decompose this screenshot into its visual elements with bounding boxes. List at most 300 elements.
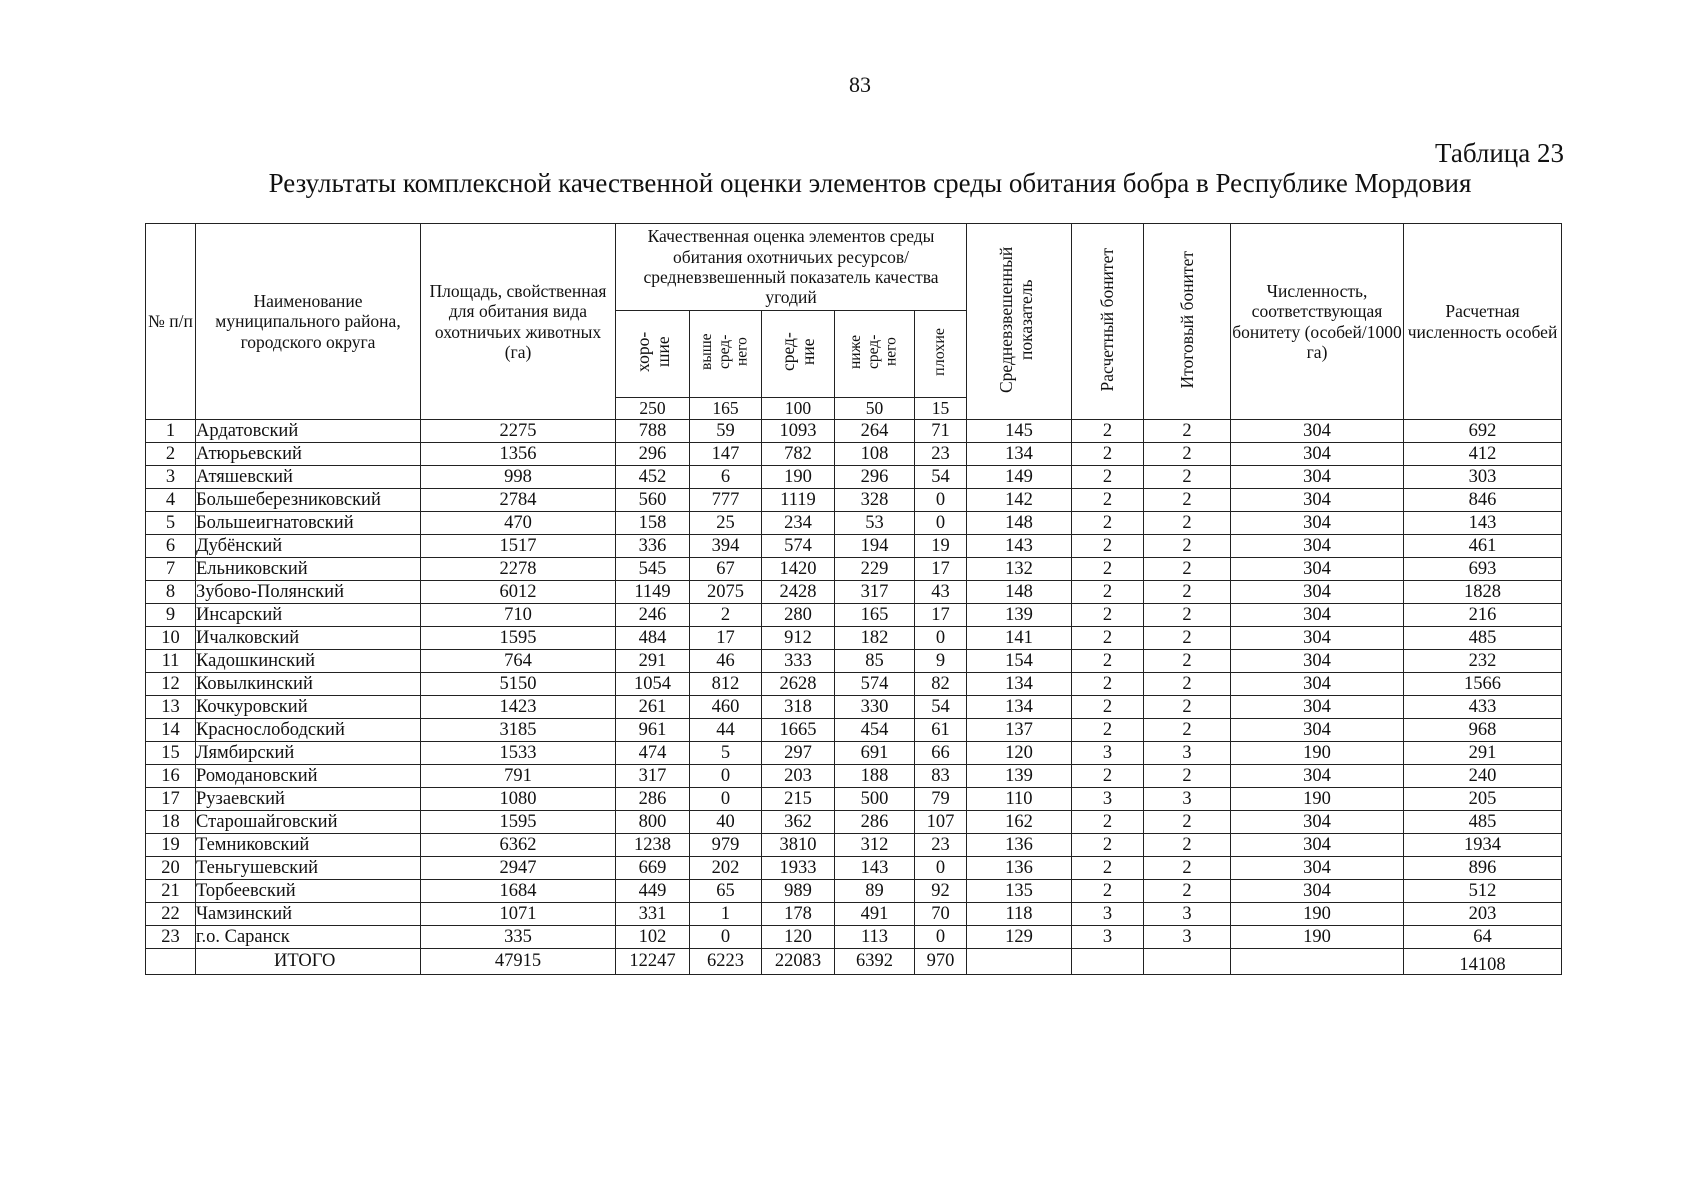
table-row xyxy=(146,834,1562,857)
weighted: 143 xyxy=(967,535,1072,558)
weighted: 162 xyxy=(967,811,1072,834)
row-num: 18 xyxy=(146,811,196,834)
above-avg: 17 xyxy=(690,627,762,650)
row-num: 3 xyxy=(146,466,196,489)
table-row xyxy=(146,443,1562,466)
district-name: Кочкуровский xyxy=(196,696,421,719)
calc-bonitet: 3 xyxy=(1072,742,1144,765)
total-area: 47915 xyxy=(421,949,616,975)
area: 791 xyxy=(421,765,616,788)
final-bonitet: 2 xyxy=(1144,650,1231,673)
calc-count: 461 xyxy=(1404,535,1562,558)
density: 304 xyxy=(1231,535,1404,558)
calc-bonitet: 2 xyxy=(1072,443,1144,466)
density: 304 xyxy=(1231,880,1404,903)
final-bonitet: 3 xyxy=(1144,926,1231,949)
table-row xyxy=(146,466,1562,489)
calc-bonitet: 2 xyxy=(1072,880,1144,903)
final-bonitet: 2 xyxy=(1144,696,1231,719)
weighted: 145 xyxy=(967,420,1072,443)
bad: 0 xyxy=(915,489,967,512)
header-density: Численность, соответствующая бонитету (особей/1000 га) xyxy=(1231,224,1404,420)
weighted: 139 xyxy=(967,604,1072,627)
row-num: 20 xyxy=(146,857,196,880)
area: 2275 xyxy=(421,420,616,443)
area: 1356 xyxy=(421,443,616,466)
below-avg: 85 xyxy=(835,650,915,673)
weight-above-avg: 165 xyxy=(690,398,762,420)
bad: 17 xyxy=(915,604,967,627)
header-final-bonitet-text: Итоговый бонитет xyxy=(1176,250,1197,389)
calc-bonitet: 3 xyxy=(1072,788,1144,811)
final-bonitet: 2 xyxy=(1144,719,1231,742)
calc-bonitet: 2 xyxy=(1072,512,1144,535)
district-name: Большеберезниковский xyxy=(196,489,421,512)
area: 1080 xyxy=(421,788,616,811)
table-row xyxy=(146,880,1562,903)
row-num: 13 xyxy=(146,696,196,719)
above-avg: 0 xyxy=(690,926,762,949)
bad: 71 xyxy=(915,420,967,443)
weighted: 134 xyxy=(967,673,1072,696)
weighted: 149 xyxy=(967,466,1072,489)
header-final-bonitet xyxy=(1144,224,1231,420)
bad: 23 xyxy=(915,834,967,857)
area: 3185 xyxy=(421,719,616,742)
row-num: 16 xyxy=(146,765,196,788)
avg: 362 xyxy=(762,811,835,834)
density: 304 xyxy=(1231,834,1404,857)
density: 304 xyxy=(1231,765,1404,788)
row-num: 7 xyxy=(146,558,196,581)
district-name: Ковылкинский xyxy=(196,673,421,696)
below-avg: 194 xyxy=(835,535,915,558)
above-avg: 59 xyxy=(690,420,762,443)
total-avg: 22083 xyxy=(762,949,835,975)
weighted: 136 xyxy=(967,834,1072,857)
table-body xyxy=(146,420,1562,949)
header-num: № п/п xyxy=(146,224,196,420)
area: 335 xyxy=(421,926,616,949)
header-above-avg-text: выше сред-него xyxy=(697,333,751,371)
weight-avg: 100 xyxy=(762,398,835,420)
row-num: 19 xyxy=(146,834,196,857)
avg: 1093 xyxy=(762,420,835,443)
below-avg: 330 xyxy=(835,696,915,719)
good: 286 xyxy=(616,788,690,811)
bad: 54 xyxy=(915,466,967,489)
calc-bonitet: 2 xyxy=(1072,650,1144,673)
avg: 989 xyxy=(762,880,835,903)
bad: 0 xyxy=(915,926,967,949)
calc-count: 485 xyxy=(1404,627,1562,650)
avg: 3810 xyxy=(762,834,835,857)
row-num: 17 xyxy=(146,788,196,811)
above-avg: 0 xyxy=(690,788,762,811)
bad: 0 xyxy=(915,627,967,650)
final-bonitet: 2 xyxy=(1144,880,1231,903)
total-bad: 970 xyxy=(915,949,967,975)
below-avg: 188 xyxy=(835,765,915,788)
below-avg: 296 xyxy=(835,466,915,489)
table-row xyxy=(146,719,1562,742)
row-num: 6 xyxy=(146,535,196,558)
table-row xyxy=(146,604,1562,627)
final-bonitet: 3 xyxy=(1144,788,1231,811)
weighted: 134 xyxy=(967,443,1072,466)
district-name: Чамзинский xyxy=(196,903,421,926)
good: 788 xyxy=(616,420,690,443)
good: 102 xyxy=(616,926,690,949)
table-row xyxy=(146,857,1562,880)
below-avg: 317 xyxy=(835,581,915,604)
header-bad-text: плохие xyxy=(931,327,949,376)
avg: 333 xyxy=(762,650,835,673)
final-bonitet: 2 xyxy=(1144,535,1231,558)
calc-count: 1566 xyxy=(1404,673,1562,696)
good: 291 xyxy=(616,650,690,673)
calc-count: 968 xyxy=(1404,719,1562,742)
above-avg: 147 xyxy=(690,443,762,466)
final-bonitet: 3 xyxy=(1144,903,1231,926)
weighted: 141 xyxy=(967,627,1072,650)
final-bonitet: 2 xyxy=(1144,558,1231,581)
row-num: 10 xyxy=(146,627,196,650)
bad: 54 xyxy=(915,696,967,719)
final-bonitet: 2 xyxy=(1144,834,1231,857)
table-label: Таблица 23 xyxy=(1435,138,1564,168)
density: 190 xyxy=(1231,926,1404,949)
above-avg: 65 xyxy=(690,880,762,903)
density: 304 xyxy=(1231,604,1404,627)
density: 304 xyxy=(1231,719,1404,742)
row-num: 23 xyxy=(146,926,196,949)
good: 158 xyxy=(616,512,690,535)
header-calc-bonitet xyxy=(1072,224,1144,420)
good: 1054 xyxy=(616,673,690,696)
district-name: Кадошкинский xyxy=(196,650,421,673)
calc-count: 693 xyxy=(1404,558,1562,581)
final-bonitet: 2 xyxy=(1144,443,1231,466)
table-row xyxy=(146,535,1562,558)
good: 452 xyxy=(616,466,690,489)
good: 800 xyxy=(616,811,690,834)
area: 710 xyxy=(421,604,616,627)
avg: 1420 xyxy=(762,558,835,581)
district-name: Атюрьевский xyxy=(196,443,421,466)
final-bonitet: 2 xyxy=(1144,857,1231,880)
header-weighted-text: Средневзвешенный показатель xyxy=(996,246,1037,393)
weight-good: 250 xyxy=(616,398,690,420)
final-bonitet: 2 xyxy=(1144,673,1231,696)
calc-count: 896 xyxy=(1404,857,1562,880)
weighted: 132 xyxy=(967,558,1072,581)
calc-count: 1828 xyxy=(1404,581,1562,604)
calc-bonitet: 2 xyxy=(1072,719,1144,742)
above-avg: 44 xyxy=(690,719,762,742)
good: 336 xyxy=(616,535,690,558)
row-num: 1 xyxy=(146,420,196,443)
density: 304 xyxy=(1231,466,1404,489)
bad: 107 xyxy=(915,811,967,834)
below-avg: 491 xyxy=(835,903,915,926)
bad: 9 xyxy=(915,650,967,673)
calc-count: 64 xyxy=(1404,926,1562,949)
area: 2278 xyxy=(421,558,616,581)
calc-count: 232 xyxy=(1404,650,1562,673)
area: 764 xyxy=(421,650,616,673)
district-name: Теньгушевский xyxy=(196,857,421,880)
table-row xyxy=(146,742,1562,765)
calc-bonitet: 2 xyxy=(1072,581,1144,604)
total-below-avg: 6392 xyxy=(835,949,915,975)
calc-bonitet: 2 xyxy=(1072,627,1144,650)
good: 1149 xyxy=(616,581,690,604)
good: 1238 xyxy=(616,834,690,857)
calc-bonitet: 2 xyxy=(1072,604,1144,627)
header-good-text: хоро-шие xyxy=(632,331,673,372)
table-row xyxy=(146,512,1562,535)
density: 190 xyxy=(1231,742,1404,765)
density: 304 xyxy=(1231,443,1404,466)
above-avg: 5 xyxy=(690,742,762,765)
above-avg: 394 xyxy=(690,535,762,558)
header-weighted xyxy=(967,224,1072,420)
below-avg: 165 xyxy=(835,604,915,627)
final-bonitet: 2 xyxy=(1144,466,1231,489)
density: 190 xyxy=(1231,788,1404,811)
district-name: Дубёнский xyxy=(196,535,421,558)
weight-bad: 15 xyxy=(915,398,967,420)
bad: 19 xyxy=(915,535,967,558)
district-name: Большеигнатовский xyxy=(196,512,421,535)
calc-bonitet: 2 xyxy=(1072,535,1144,558)
row-num: 21 xyxy=(146,880,196,903)
bad: 23 xyxy=(915,443,967,466)
weighted: 139 xyxy=(967,765,1072,788)
row-num: 4 xyxy=(146,489,196,512)
below-avg: 229 xyxy=(835,558,915,581)
district-name: Краснослободский xyxy=(196,719,421,742)
table-row xyxy=(146,765,1562,788)
final-bonitet: 2 xyxy=(1144,627,1231,650)
bad: 17 xyxy=(915,558,967,581)
bad: 61 xyxy=(915,719,967,742)
above-avg: 777 xyxy=(690,489,762,512)
avg: 1119 xyxy=(762,489,835,512)
avg: 178 xyxy=(762,903,835,926)
calc-count: 846 xyxy=(1404,489,1562,512)
density: 304 xyxy=(1231,673,1404,696)
final-bonitet: 2 xyxy=(1144,604,1231,627)
header-below-avg-text: ниже сред-него xyxy=(846,334,900,369)
weighted: 154 xyxy=(967,650,1072,673)
density: 304 xyxy=(1231,811,1404,834)
bad: 82 xyxy=(915,673,967,696)
total-density xyxy=(1231,949,1404,975)
header-good xyxy=(616,311,690,398)
density: 304 xyxy=(1231,558,1404,581)
below-avg: 113 xyxy=(835,926,915,949)
header-bad xyxy=(915,311,967,398)
calc-count: 692 xyxy=(1404,420,1562,443)
header-quality-group: Качественная оценка элементов среды обитания охотничьих ресурсов/средневзвешенный показатель качества угодий xyxy=(616,224,967,311)
row-num: 9 xyxy=(146,604,196,627)
weighted: 148 xyxy=(967,581,1072,604)
bad: 70 xyxy=(915,903,967,926)
district-name: Ардатовский xyxy=(196,420,421,443)
above-avg: 979 xyxy=(690,834,762,857)
density: 304 xyxy=(1231,627,1404,650)
density: 304 xyxy=(1231,420,1404,443)
calc-bonitet: 2 xyxy=(1072,857,1144,880)
table-title: Результаты комплексной качественной оценки элементов среды обитания бобра в Республике Мордовия xyxy=(268,168,1472,198)
weighted: 136 xyxy=(967,857,1072,880)
row-num: 14 xyxy=(146,719,196,742)
calc-count: 143 xyxy=(1404,512,1562,535)
above-avg: 6 xyxy=(690,466,762,489)
below-avg: 691 xyxy=(835,742,915,765)
table-row xyxy=(146,627,1562,650)
below-avg: 264 xyxy=(835,420,915,443)
below-avg: 454 xyxy=(835,719,915,742)
calc-bonitet: 2 xyxy=(1072,466,1144,489)
avg: 234 xyxy=(762,512,835,535)
table-row xyxy=(146,696,1562,719)
area: 5150 xyxy=(421,673,616,696)
area: 470 xyxy=(421,512,616,535)
calc-count: 433 xyxy=(1404,696,1562,719)
above-avg: 2075 xyxy=(690,581,762,604)
good: 246 xyxy=(616,604,690,627)
total-calc-bonitet xyxy=(1072,949,1144,975)
avg: 215 xyxy=(762,788,835,811)
area: 1684 xyxy=(421,880,616,903)
avg: 120 xyxy=(762,926,835,949)
area: 2784 xyxy=(421,489,616,512)
avg: 2628 xyxy=(762,673,835,696)
good: 474 xyxy=(616,742,690,765)
row-num: 8 xyxy=(146,581,196,604)
below-avg: 143 xyxy=(835,857,915,880)
final-bonitet: 2 xyxy=(1144,811,1231,834)
avg: 912 xyxy=(762,627,835,650)
calc-bonitet: 3 xyxy=(1072,903,1144,926)
density: 304 xyxy=(1231,857,1404,880)
calc-bonitet: 2 xyxy=(1072,673,1144,696)
area: 1517 xyxy=(421,535,616,558)
calc-count: 485 xyxy=(1404,811,1562,834)
district-name: Ромодановский xyxy=(196,765,421,788)
table-row xyxy=(146,811,1562,834)
header-avg-text: сред-ние xyxy=(778,332,819,372)
density: 304 xyxy=(1231,512,1404,535)
total-final-bonitet xyxy=(1144,949,1231,975)
avg: 318 xyxy=(762,696,835,719)
good: 669 xyxy=(616,857,690,880)
header-calc-count: Расчетная численность особей xyxy=(1404,224,1562,420)
calc-count: 512 xyxy=(1404,880,1562,903)
below-avg: 108 xyxy=(835,443,915,466)
density: 190 xyxy=(1231,903,1404,926)
weighted: 120 xyxy=(967,742,1072,765)
calc-count: 205 xyxy=(1404,788,1562,811)
header-below-avg xyxy=(835,311,915,398)
header-name: Наименование муниципального района, городского округа xyxy=(196,224,421,420)
total-above-avg: 6223 xyxy=(690,949,762,975)
avg: 203 xyxy=(762,765,835,788)
district-name: Атяшевский xyxy=(196,466,421,489)
header-avg xyxy=(762,311,835,398)
weight-below-avg: 50 xyxy=(835,398,915,420)
weighted: 148 xyxy=(967,512,1072,535)
area: 6012 xyxy=(421,581,616,604)
total-good: 12247 xyxy=(616,949,690,975)
header-calc-bonitet-text: Расчетный бонитет xyxy=(1097,247,1118,391)
avg: 782 xyxy=(762,443,835,466)
district-name: Лямбирский xyxy=(196,742,421,765)
area: 998 xyxy=(421,466,616,489)
total-label: ИТОГО xyxy=(196,949,421,975)
above-avg: 202 xyxy=(690,857,762,880)
final-bonitet: 2 xyxy=(1144,512,1231,535)
avg: 280 xyxy=(762,604,835,627)
calc-count: 216 xyxy=(1404,604,1562,627)
below-avg: 89 xyxy=(835,880,915,903)
bad: 92 xyxy=(915,880,967,903)
district-name: Старошайговский xyxy=(196,811,421,834)
page-number: 83 xyxy=(849,72,871,97)
above-avg: 67 xyxy=(690,558,762,581)
table-row xyxy=(146,420,1562,443)
calc-bonitet: 2 xyxy=(1072,558,1144,581)
table-row xyxy=(146,650,1562,673)
calc-bonitet: 2 xyxy=(1072,489,1144,512)
avg: 1933 xyxy=(762,857,835,880)
avg: 297 xyxy=(762,742,835,765)
above-avg: 25 xyxy=(690,512,762,535)
table-row xyxy=(146,926,1562,949)
district-name: Темниковский xyxy=(196,834,421,857)
final-bonitet: 2 xyxy=(1144,581,1231,604)
good: 296 xyxy=(616,443,690,466)
density: 304 xyxy=(1231,581,1404,604)
district-name: Ичалковский xyxy=(196,627,421,650)
row-num: 22 xyxy=(146,903,196,926)
district-name: Торбеевский xyxy=(196,880,421,903)
bad: 0 xyxy=(915,857,967,880)
good: 261 xyxy=(616,696,690,719)
area: 6362 xyxy=(421,834,616,857)
area: 1423 xyxy=(421,696,616,719)
area: 1595 xyxy=(421,811,616,834)
good: 961 xyxy=(616,719,690,742)
table-row xyxy=(146,788,1562,811)
avg: 2428 xyxy=(762,581,835,604)
total-calc-count: 14108 xyxy=(1404,949,1562,975)
beaver-habitat-table xyxy=(145,223,1562,975)
calc-count: 412 xyxy=(1404,443,1562,466)
good: 317 xyxy=(616,765,690,788)
above-avg: 0 xyxy=(690,765,762,788)
above-avg: 2 xyxy=(690,604,762,627)
above-avg: 40 xyxy=(690,811,762,834)
below-avg: 500 xyxy=(835,788,915,811)
above-avg: 1 xyxy=(690,903,762,926)
density: 304 xyxy=(1231,489,1404,512)
header-area: Площадь, свойственная для обитания вида охотничьих животных (га) xyxy=(421,224,616,420)
good: 331 xyxy=(616,903,690,926)
